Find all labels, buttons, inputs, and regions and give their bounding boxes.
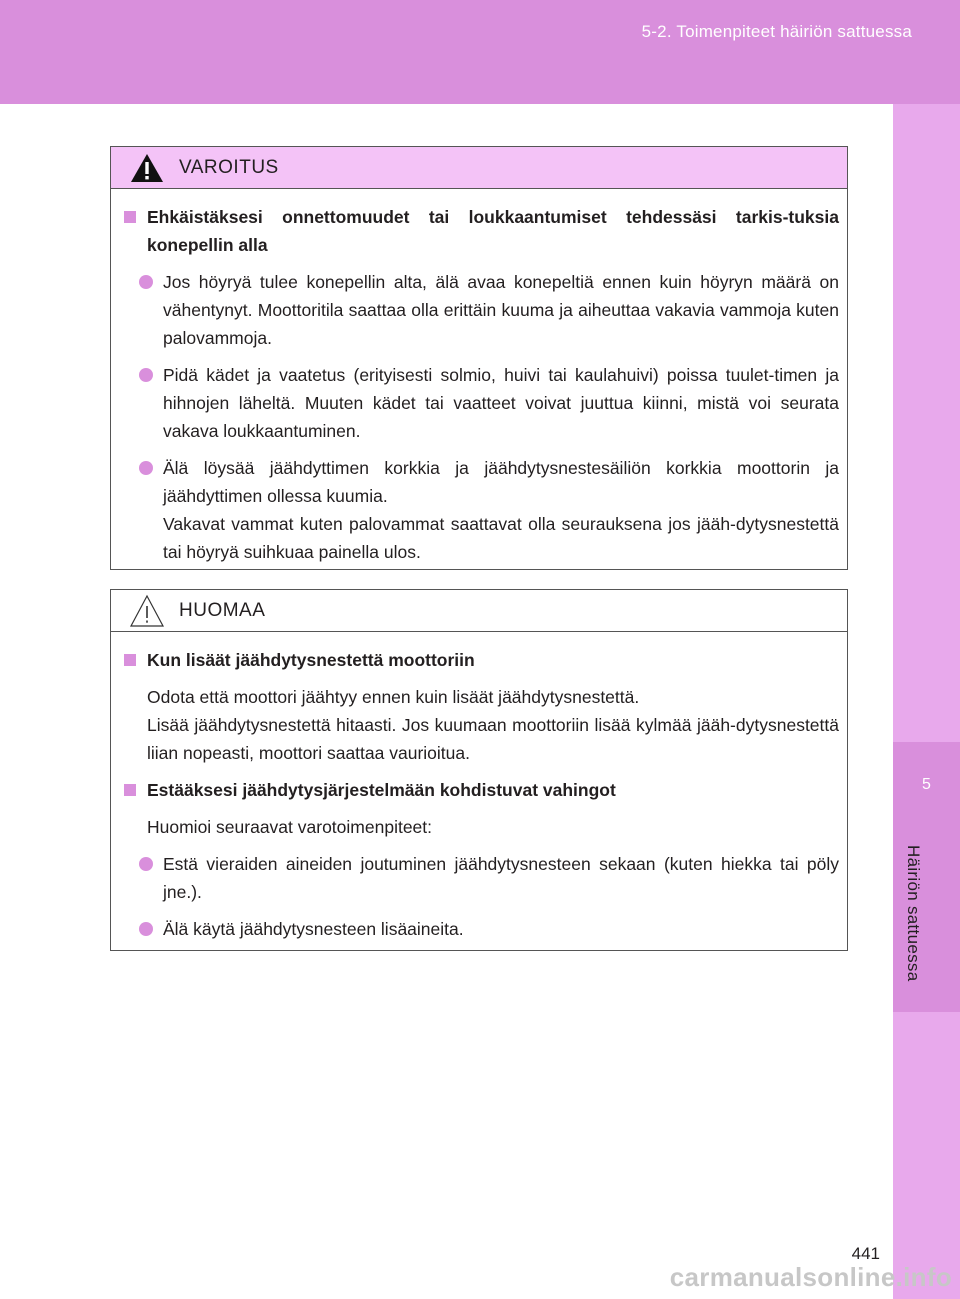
- section-title: 5-2. Toimenpiteet häiriön sattuessa: [641, 22, 912, 41]
- list-item: Älä käytä jäähdytysnesteen lisäaineita.: [137, 915, 839, 943]
- round-bullet-icon: [139, 368, 153, 382]
- list-item: Älä löysää jäähdyttimen korkkia ja jäähdytysnestesäiliön korkkia moottorin ja jäähdyttimen ollessa kuumia. Vakavat vammat kuten palovammat saattavat olla seurauksena jos jääh-dytysnestettä tai höyryä suihkuaa painella ulos.: [137, 454, 839, 566]
- warning-box: [110, 146, 848, 570]
- square-bullet-icon: [124, 784, 136, 796]
- notice-title: HUOMAA: [179, 599, 266, 621]
- notice-body: [111, 632, 847, 943]
- warning-body: [111, 189, 847, 566]
- round-bullet-icon: [139, 275, 153, 289]
- notice-paragraph-2: Huomioi seuraavat varotoimenpiteet:: [147, 817, 433, 837]
- notice-triangle-icon: [129, 594, 165, 628]
- side-tab: [893, 104, 960, 1299]
- list-item: Jos höyryä tulee konepellin alta, älä avaa konepeltiä ennen kuin höyryn määrä on vähentynyt. Moottoritila saattaa olla erittäin kuuma ja aiheuttaa vakavia vammoja kuten palovammoja.: [137, 268, 839, 352]
- warning-title: VAROITUS: [179, 156, 279, 178]
- page-number: 441: [851, 1244, 880, 1263]
- top-band: [0, 0, 960, 104]
- chapter-label: Häiriön sattuessa: [904, 845, 923, 982]
- notice-box: [110, 589, 848, 951]
- round-bullet-icon: [139, 922, 153, 936]
- square-bullet-icon: [124, 211, 136, 223]
- watermark: carmanualsonline.info: [669, 1262, 952, 1292]
- notice-paragraph-1: Odota että moottori jäähtyy ennen kuin lisäät jäähdytysnestettä. Lisää jäähdytysnestettä hitaasti. Jos kuumaan moottoriin lisää kylmää jääh-dytysnestettä liian nopeasti, moottori saattaa vaurioitua.: [147, 687, 839, 763]
- square-bullet-icon: [124, 654, 136, 666]
- warning-heading: Ehkäistäksesi onnettomuudet tai loukkaantumiset tehdessäsi tarkis-tuksia konepellin alla: [129, 203, 839, 259]
- notice-box-header: [111, 590, 847, 632]
- chapter-number: 5: [922, 776, 931, 793]
- round-bullet-icon: [139, 857, 153, 871]
- notice-heading-1: Kun lisäät jäähdytysnestettä moottoriin: [129, 646, 839, 674]
- list-item: Estä vieraiden aineiden joutuminen jäähdytysnesteen sekaan (kuten hiekka tai pöly jne.).: [137, 850, 839, 906]
- notice-heading-2: Estääksesi jäähdytysjärjestelmään kohdistuvat vahingot: [129, 776, 839, 804]
- list-item: Pidä kädet ja vaatetus (erityisesti solmio, huivi tai kaulahuivi) poissa tuulet-timen ja hihnojen läheltä. Muuten kädet tai vaatteet voivat juuttua kiinni, mistä voi seurata vakava loukkaantuminen.: [137, 361, 839, 445]
- round-bullet-icon: [139, 461, 153, 475]
- warning-triangle-icon: [129, 152, 165, 184]
- warning-box-header: [111, 147, 847, 189]
